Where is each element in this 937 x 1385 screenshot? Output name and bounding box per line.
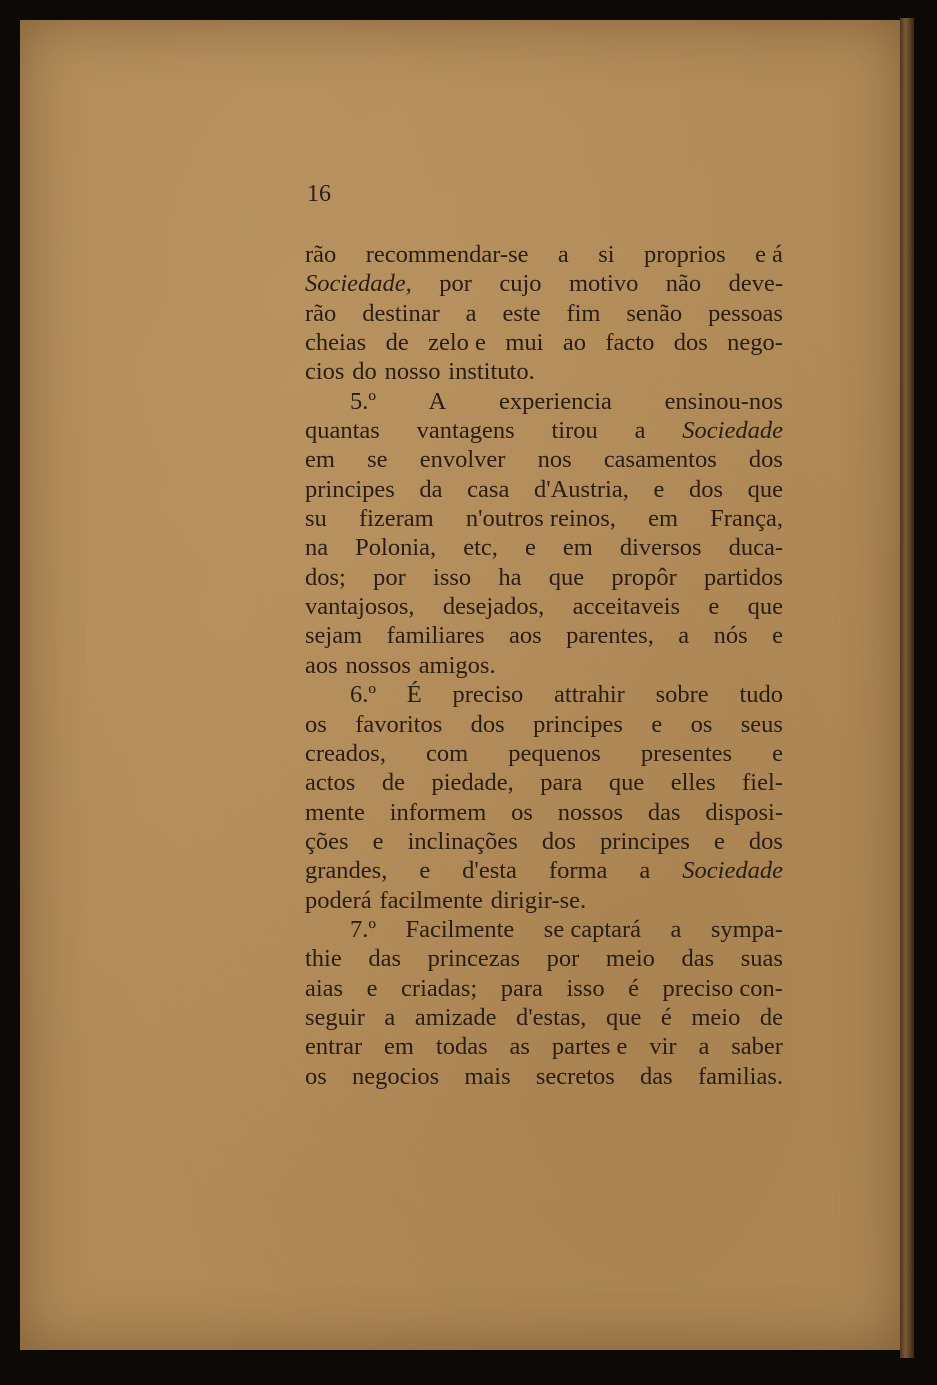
word: todas xyxy=(435,1033,488,1061)
word: secretos xyxy=(535,1062,615,1090)
word: é xyxy=(660,1003,672,1031)
word: tirou xyxy=(551,417,598,445)
word: das xyxy=(368,945,401,973)
word: as xyxy=(509,1033,530,1061)
text-line xyxy=(305,915,783,944)
word: que xyxy=(747,475,783,503)
text-line xyxy=(305,240,783,269)
word: sobre xyxy=(655,681,709,709)
word: mente xyxy=(305,798,365,826)
text-line xyxy=(305,651,783,680)
word: com xyxy=(426,739,469,767)
word: criadas; xyxy=(401,974,478,1002)
word: a xyxy=(678,622,690,650)
word: acceitaveis xyxy=(572,593,681,621)
word: meio xyxy=(605,945,655,973)
word: e xyxy=(651,710,663,738)
word: suas xyxy=(740,945,783,973)
word: sejam xyxy=(305,622,363,650)
word: em xyxy=(562,534,593,562)
word: principes xyxy=(305,475,395,503)
word: os xyxy=(305,710,327,738)
word: amigos. xyxy=(418,651,496,679)
word: saber xyxy=(731,1033,783,1061)
word: amizade xyxy=(414,1003,497,1031)
word: preciso xyxy=(452,681,524,709)
text-line xyxy=(305,710,783,739)
word: e xyxy=(419,857,431,885)
word: sympa- xyxy=(710,915,783,943)
word: attrahir xyxy=(554,681,625,709)
word: instituto. xyxy=(448,358,535,386)
word: a xyxy=(465,299,477,327)
word: seguir xyxy=(305,1003,365,1031)
word: e xyxy=(708,593,720,621)
word: presentes xyxy=(640,739,733,767)
word: A xyxy=(428,387,447,415)
word: nossos xyxy=(345,651,411,679)
word: fiel- xyxy=(742,769,783,797)
text-line xyxy=(305,856,783,885)
word: dos xyxy=(470,710,505,738)
word: os xyxy=(511,798,533,826)
word: principes xyxy=(600,827,690,855)
text-line xyxy=(305,475,783,504)
word: cios xyxy=(305,358,345,386)
word: envolver xyxy=(419,446,506,474)
word: em xyxy=(305,446,335,474)
word: pessoas xyxy=(708,299,783,327)
word: a xyxy=(384,1003,396,1031)
word: nós xyxy=(713,622,748,650)
word: nossos xyxy=(557,798,624,826)
text-line xyxy=(305,357,783,386)
word: preciso con- xyxy=(662,974,783,1002)
word: 5.º xyxy=(350,387,376,415)
word: aias xyxy=(305,974,344,1002)
word: parentes, xyxy=(566,622,654,650)
word: ha xyxy=(498,563,522,591)
word: não xyxy=(665,270,702,298)
page-edge xyxy=(900,18,914,1358)
word: d'esta xyxy=(462,857,517,885)
word: casa xyxy=(467,475,510,503)
word: das xyxy=(681,945,715,973)
word: forma xyxy=(548,857,608,885)
word: vantajosos, xyxy=(305,593,415,621)
word: facto xyxy=(605,329,655,357)
word: partidos xyxy=(703,563,783,591)
word: os xyxy=(690,710,713,738)
word: inclinações xyxy=(407,827,518,855)
word: senão xyxy=(626,299,683,327)
word: da xyxy=(419,475,443,503)
word: na xyxy=(305,534,329,562)
word: diversos xyxy=(619,534,702,562)
word: poderá xyxy=(305,886,372,914)
word: principes xyxy=(533,710,623,738)
word: pequenos xyxy=(508,739,601,767)
word: informem xyxy=(389,798,487,826)
word: proprios xyxy=(643,241,726,268)
text-line xyxy=(305,533,783,562)
word: rão xyxy=(305,299,337,327)
word: de xyxy=(759,1003,783,1031)
word: do xyxy=(352,358,377,386)
word: por xyxy=(439,270,472,298)
word: propôr xyxy=(611,563,677,591)
text-line xyxy=(305,768,783,797)
word: etc, xyxy=(463,534,498,562)
text-line xyxy=(305,827,783,856)
word: se captará xyxy=(543,915,642,943)
text-line xyxy=(305,387,783,416)
text-line xyxy=(305,1032,783,1061)
word: vir xyxy=(649,1033,677,1061)
word: e xyxy=(366,974,378,1002)
word: fizeram xyxy=(358,505,434,533)
word: rão xyxy=(305,241,337,268)
word: isso xyxy=(566,974,605,1002)
word: a xyxy=(670,915,682,943)
word: creados, xyxy=(305,739,386,767)
word: princezas xyxy=(427,945,521,973)
word: 6.º xyxy=(350,681,376,709)
word: em xyxy=(648,505,679,533)
word: duca- xyxy=(728,534,783,562)
word: Facilmente xyxy=(405,915,515,943)
word: seus xyxy=(740,710,783,738)
word: fim xyxy=(566,299,601,327)
word: vantagens xyxy=(416,417,515,445)
word: dos xyxy=(673,329,708,357)
word: a xyxy=(639,857,651,885)
word: se xyxy=(367,446,388,474)
word: nos xyxy=(537,446,572,474)
text-line xyxy=(305,328,783,357)
word: a xyxy=(698,1033,710,1061)
word: elles xyxy=(670,769,716,797)
word: facilmente xyxy=(379,886,483,914)
word: que xyxy=(608,769,645,797)
word: dos xyxy=(541,827,576,855)
word: familias. xyxy=(697,1062,783,1090)
word: dos xyxy=(748,827,783,855)
word: é xyxy=(628,974,639,1002)
word: É xyxy=(406,681,422,709)
word: cheias xyxy=(305,329,367,357)
word: dirigir-se. xyxy=(490,886,587,914)
word: destinar xyxy=(362,299,440,327)
word: n'outros reinos, xyxy=(465,505,616,533)
text-line xyxy=(305,680,783,709)
word: recommendar-se xyxy=(365,241,529,268)
word: negocios xyxy=(352,1062,440,1090)
word: ao xyxy=(562,329,586,357)
word: nego- xyxy=(727,329,783,357)
word: piedade, xyxy=(431,769,514,797)
word: experiencia xyxy=(499,387,612,415)
word: e xyxy=(372,827,384,855)
word: disposi- xyxy=(705,798,783,826)
word: partes e xyxy=(551,1033,628,1061)
text-line xyxy=(305,592,783,621)
word: que xyxy=(747,593,783,621)
word: ções xyxy=(305,827,349,855)
word: por xyxy=(373,563,406,591)
body-text xyxy=(305,240,783,1091)
text-line xyxy=(305,621,783,650)
word: Polonia, xyxy=(355,534,437,562)
word: tudo xyxy=(739,681,783,709)
word: e xyxy=(772,622,783,650)
word: cujo xyxy=(499,270,542,298)
word: que xyxy=(605,1003,642,1031)
word: grandes, xyxy=(305,857,388,885)
word: por xyxy=(546,945,580,973)
word: e xyxy=(524,534,536,562)
text-line xyxy=(305,739,783,768)
text-line xyxy=(305,299,783,328)
word: aos xyxy=(305,651,338,679)
word: meio xyxy=(691,1003,741,1031)
word: Sociedade xyxy=(682,857,783,885)
text-line xyxy=(305,886,783,915)
word: deve- xyxy=(728,270,783,298)
word: mais xyxy=(464,1062,511,1090)
word: entrar xyxy=(305,1033,363,1061)
word: familiares xyxy=(386,622,485,650)
word: a xyxy=(557,241,569,268)
word: dos xyxy=(688,475,723,503)
word: desejados, xyxy=(442,593,545,621)
word: thie xyxy=(305,945,342,973)
word: em xyxy=(384,1033,414,1061)
word: si xyxy=(598,241,615,268)
word: Sociedade, xyxy=(305,270,412,298)
word: e xyxy=(653,475,665,503)
word: casamentos xyxy=(603,446,717,474)
word: aos xyxy=(508,622,542,650)
page-number: 16 xyxy=(307,181,331,207)
word: ensinou-nos xyxy=(664,387,783,415)
word: quantas xyxy=(305,417,380,445)
word: das xyxy=(647,798,681,826)
text-line xyxy=(305,504,783,533)
word: os xyxy=(305,1062,327,1090)
word: isso xyxy=(433,563,472,591)
word: motivo xyxy=(568,270,639,298)
text-line xyxy=(305,563,783,592)
text-line xyxy=(305,944,783,973)
word: Sociedade xyxy=(682,417,783,445)
word: França, xyxy=(710,505,783,533)
word: actos xyxy=(305,769,356,797)
word: das xyxy=(640,1062,673,1090)
text-line xyxy=(305,445,783,474)
word: este xyxy=(502,299,541,327)
word: favoritos xyxy=(355,710,443,738)
word: a xyxy=(634,417,646,445)
word: de xyxy=(385,329,409,357)
text-line xyxy=(305,1003,783,1032)
text-line xyxy=(305,974,783,1003)
word: e xyxy=(772,739,783,767)
word: que xyxy=(548,563,585,591)
word: 7.º xyxy=(350,915,376,943)
word: mui xyxy=(505,329,544,357)
word: nosso xyxy=(384,358,441,386)
text-line xyxy=(305,1062,783,1091)
word: de xyxy=(381,769,405,797)
text-line xyxy=(305,798,783,827)
word: d'estas, xyxy=(516,1003,587,1031)
word: zelo e xyxy=(428,329,486,357)
word: su xyxy=(305,505,327,533)
word: dos xyxy=(748,446,783,474)
word: para xyxy=(500,974,543,1002)
word: para xyxy=(540,769,583,797)
text-line xyxy=(305,416,783,445)
word: d'Austria, xyxy=(533,475,629,503)
word: e xyxy=(713,827,725,855)
word: e á xyxy=(755,241,783,268)
word: dos; xyxy=(305,563,346,591)
text-line xyxy=(305,269,783,298)
